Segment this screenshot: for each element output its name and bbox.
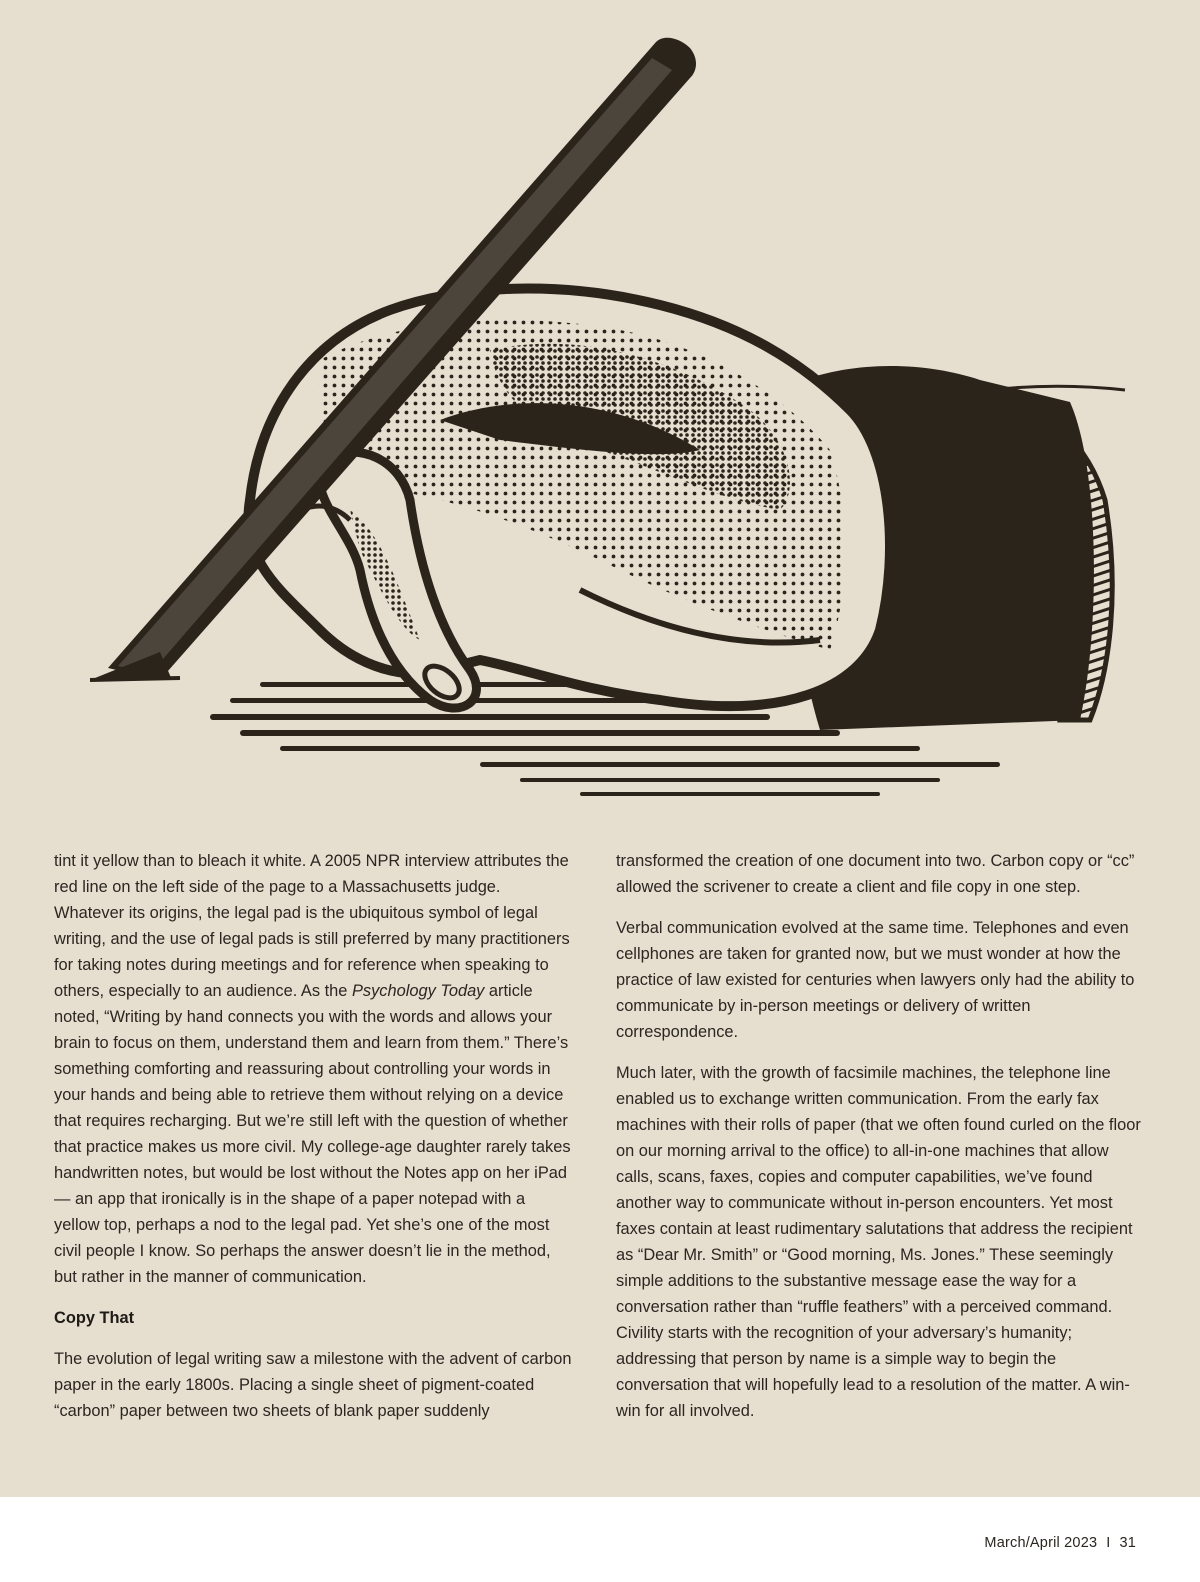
publication-title: Psychology Today	[351, 982, 485, 1000]
folio	[984, 1535, 1136, 1551]
hand	[248, 289, 890, 708]
page-number: 31	[1119, 1535, 1136, 1551]
folio-separator: I	[1106, 1535, 1111, 1551]
issue-date: March/April 2023	[984, 1535, 1098, 1551]
right-column	[616, 848, 1146, 1439]
paragraph: tint it yellow than to bleach it white. A 2005 NPR interview attributes the red line on the left side of the page to a Massachusetts judge. Whatever its origins, the legal pad is the ubiquitous symbol of legal writing, and the use of legal pads is still preferred by many practitioners for taking notes during meetings and for reference when speaking to others, especially to an audience. As the Psychology Today article noted, “Writing by hand connects you with the words and allows your brain to focus on them, understand them and learn from them.” There’s something comforting and reassuring about controlling your words in your hands and being able to retrieve them without relying on a device that requires recharging. But we’re still left with the question of whether that practice makes us more civil. My college-age daughter rarely takes handwritten notes, but would be lost without the Notes app on her iPad — an app that ironically is in the shape of a paper notepad with a yellow top, perhaps a nod to the legal pad. Yet she’s one of the most civil people I know. So perhaps the answer doesn’t lie in the method, but rather in the manner of communication.	[54, 852, 571, 1286]
paragraph: The evolution of legal writing saw a milestone with the advent of carbon paper in the early 1800s. Placing a single sheet of pigment-coated “carbon” paper between two sheets of blank paper suddenly	[54, 1350, 572, 1420]
paragraph: transformed the creation of one document into two. Carbon copy or “cc” allowed the scrivener to create a client and file copy in one step.	[616, 852, 1135, 896]
paragraph: Much later, with the growth of facsimile machines, the telephone line enabled us to exchange written communication. From the early fax machines with their rolls of paper (that we often found curled on the floor on our morning arrival to the office) to all-in-one machines that allow calls, scans, faxes, copies and computer capabilities, we’ve found another way to communicate without in-person encounters. Yet most faxes contain at least rudimentary salutations that address the recipient as “Dear Mr. Smith” or “Good morning, Ms. Jones.” These seemingly simple additions to the substantive message ease the way for a conversation rather than “ruffle feathers” with a perceived command. Civility starts with the recognition of your adversary’s humanity; addressing that person by name is a simple way to begin the conversation that will hopefully lead to a resolution of the matter. A win-win for all involved.	[616, 1064, 1141, 1420]
hand-writing-illustration	[60, 30, 1150, 820]
page-footer	[0, 1497, 1200, 1582]
section-heading: Copy That	[54, 1309, 135, 1327]
left-column	[54, 848, 574, 1439]
paragraph: Verbal communication evolved at the same time. Telephones and even cellphones are taken for granted now, but we must wonder at how the practice of law existed for centuries when lawyers only had the ability to communicate by in-person meetings or delivery of written correspondence.	[616, 919, 1135, 1041]
